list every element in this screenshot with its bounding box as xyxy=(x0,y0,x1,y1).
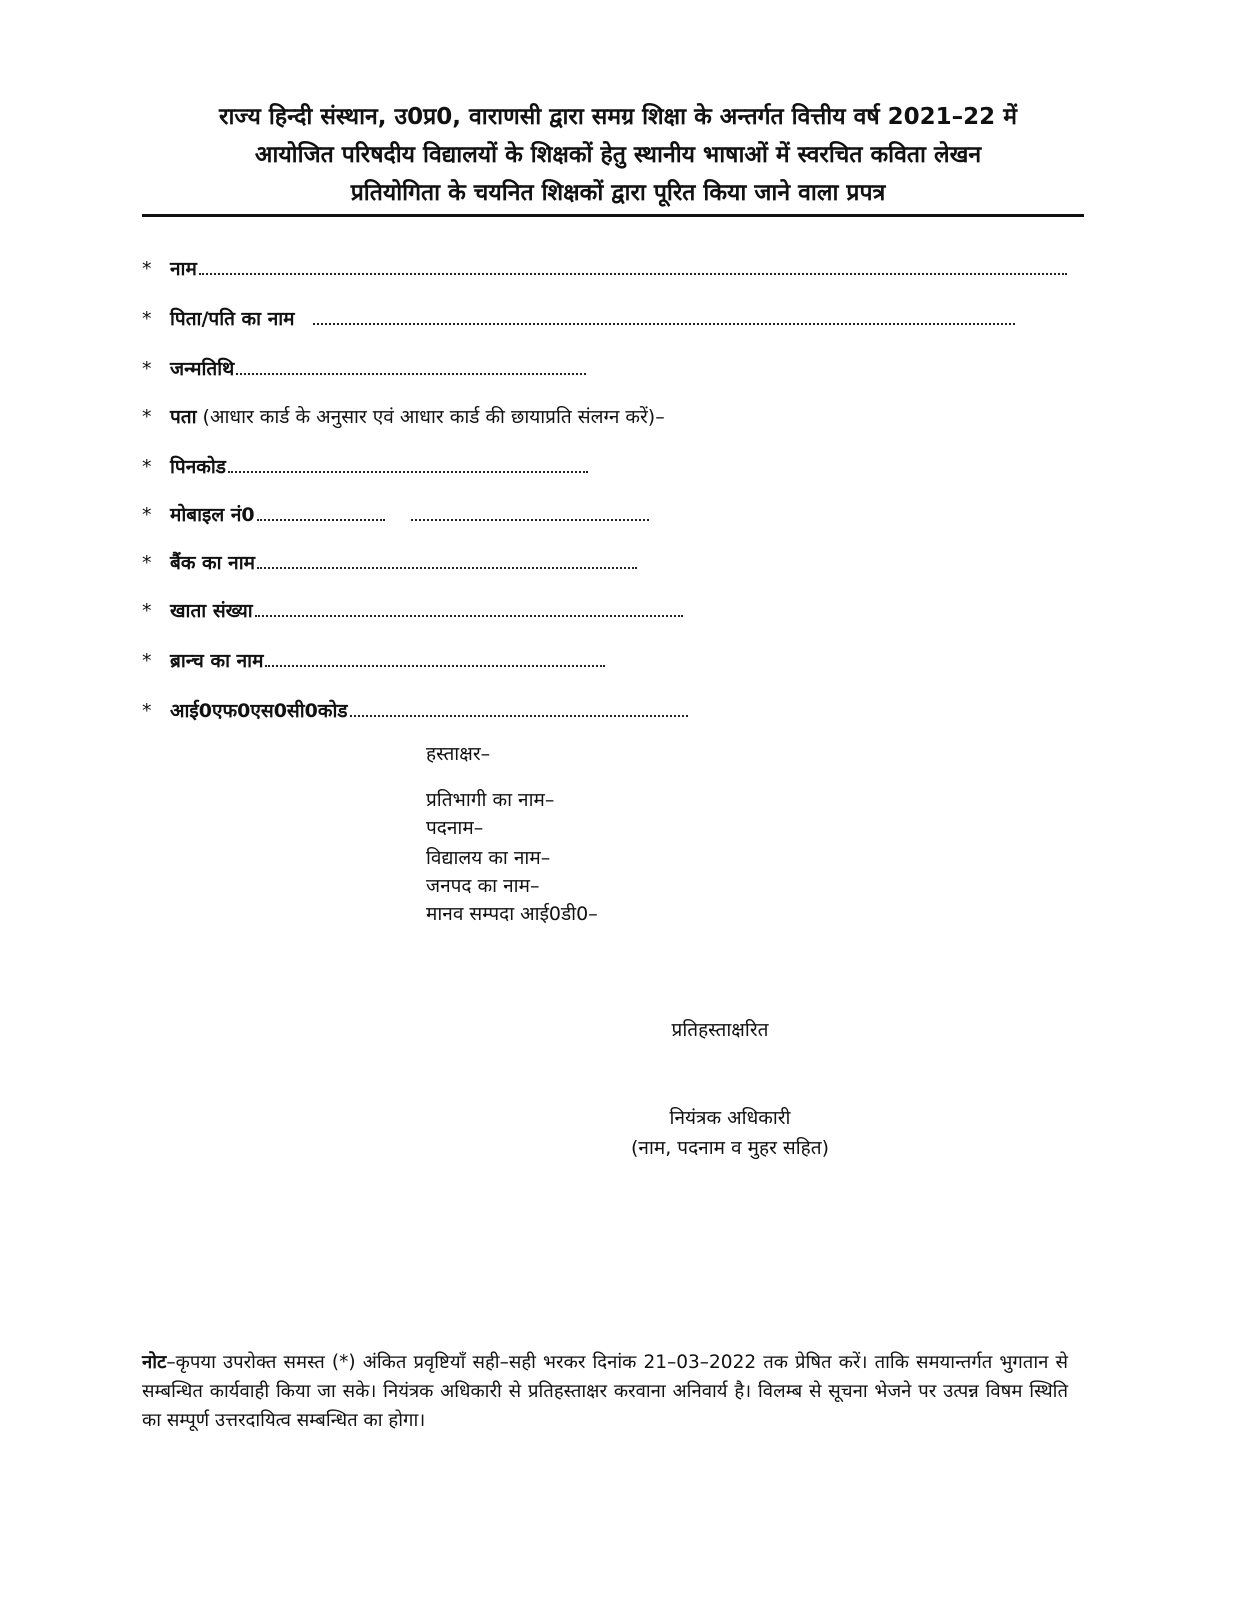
field-branch-blank[interactable] xyxy=(265,661,605,667)
field-dob-blank[interactable] xyxy=(236,369,586,375)
countersign-label: प्रतिहस्ताक्षरित xyxy=(671,1019,769,1041)
heading-line-2: आयोजित परिषदीय विद्यालयों के शिक्षकों हेतु स्थानीय भाषाओं में स्वरचित कविता लेखन xyxy=(254,142,982,168)
required-asterisk: * xyxy=(142,552,152,574)
required-asterisk: * xyxy=(142,456,152,478)
field-account xyxy=(142,598,683,624)
field-mobile xyxy=(142,502,649,528)
field-bank-label: बैंक का नाम xyxy=(170,552,256,574)
field-mobile-blank-2[interactable] xyxy=(411,515,649,521)
school-name-label: विद्यालय का नाम– xyxy=(426,847,551,869)
controlling-officer-label: नियंत्रक अधिकारी xyxy=(669,1107,791,1129)
footnote xyxy=(142,1348,1068,1435)
footnote-lead: नोट xyxy=(142,1352,167,1373)
signature-label: हस्ताक्षर– xyxy=(426,743,491,765)
field-address-note: (आधार कार्ड के अनुसार एवं आधार कार्ड की छायाप्रति संलग्न करें)– xyxy=(202,406,665,428)
field-address-label: पता xyxy=(170,406,197,428)
field-branch-label: ब्रान्च का नाम xyxy=(170,650,264,672)
field-ifsc-label: आई0एफ0एस0सी0कोड xyxy=(170,700,348,722)
field-account-label: खाता संख्या xyxy=(170,600,253,622)
required-asterisk: * xyxy=(142,504,152,526)
required-asterisk: * xyxy=(142,700,152,722)
required-asterisk: * xyxy=(142,358,152,380)
field-name xyxy=(142,256,1067,282)
controlling-officer-note: (नाम, पदनाम व मुहर सहित) xyxy=(630,1137,830,1159)
field-branch xyxy=(142,648,605,674)
field-dob-label: जन्मतिथि xyxy=(170,358,235,380)
footnote-text: –कृपया उपरोक्त समस्त (*) अंकित प्रवृष्टियाँ सही–सही भरकर दिनांक 21–03–2022 तक प्रेषित करें। ताकि समयान्तर्गत भुगतान से सम्बन्धित कार्यवाही किया जा सके। नियंत्रक अधिकारी से प्रतिहस्ताक्षर करवाना अनिवार्य है। विलम्ब से सूचना भेजने पर उत्पन्न विषम स्थिति का सम्पूर्ण उत्तरदायित्व सम्बन्धित का होगा। xyxy=(142,1352,1068,1431)
required-asterisk: * xyxy=(142,406,152,428)
field-father-husband xyxy=(142,306,1015,332)
field-name-blank[interactable] xyxy=(199,269,1067,275)
heading-line-3: प्रतियोगिता के चयनित शिक्षकों द्वारा पूरित किया जाने वाला प्रपत्र xyxy=(350,180,886,206)
required-asterisk: * xyxy=(142,600,152,622)
required-asterisk: * xyxy=(142,258,152,280)
form-heading xyxy=(110,98,1126,212)
field-dob xyxy=(142,356,586,382)
field-bank-blank[interactable] xyxy=(257,563,637,569)
field-ifsc-blank[interactable] xyxy=(350,711,688,717)
field-name-label: नाम xyxy=(170,258,197,280)
district-name-label: जनपद का नाम– xyxy=(426,875,540,897)
field-father-husband-label: पिता/पति का नाम xyxy=(170,308,295,330)
field-pincode xyxy=(142,454,588,480)
field-pincode-label: पिनकोड xyxy=(170,456,226,478)
field-mobile-blank-1[interactable] xyxy=(257,515,385,521)
required-asterisk: * xyxy=(142,308,152,330)
field-pincode-blank[interactable] xyxy=(228,467,588,473)
participant-name-label: प्रतिभागी का नाम– xyxy=(426,789,555,811)
heading-divider xyxy=(142,214,1084,217)
field-ifsc xyxy=(142,698,688,724)
hr-id-label: मानव सम्पदा आई0डी0– xyxy=(426,903,598,925)
heading-line-1: राज्य हिन्दी संस्थान, उ0प्र0, वाराणसी द्वारा समग्र शिक्षा के अन्तर्गत वित्तीय वर्ष 2021–22 में xyxy=(219,104,1017,130)
field-father-husband-blank[interactable] xyxy=(313,319,1015,325)
field-mobile-label: मोबाइल नं0 xyxy=(170,504,255,526)
field-account-blank[interactable] xyxy=(255,611,683,617)
designation-label: पदनाम– xyxy=(426,817,484,839)
field-bank xyxy=(142,550,637,576)
required-asterisk: * xyxy=(142,650,152,672)
field-address xyxy=(142,404,665,430)
